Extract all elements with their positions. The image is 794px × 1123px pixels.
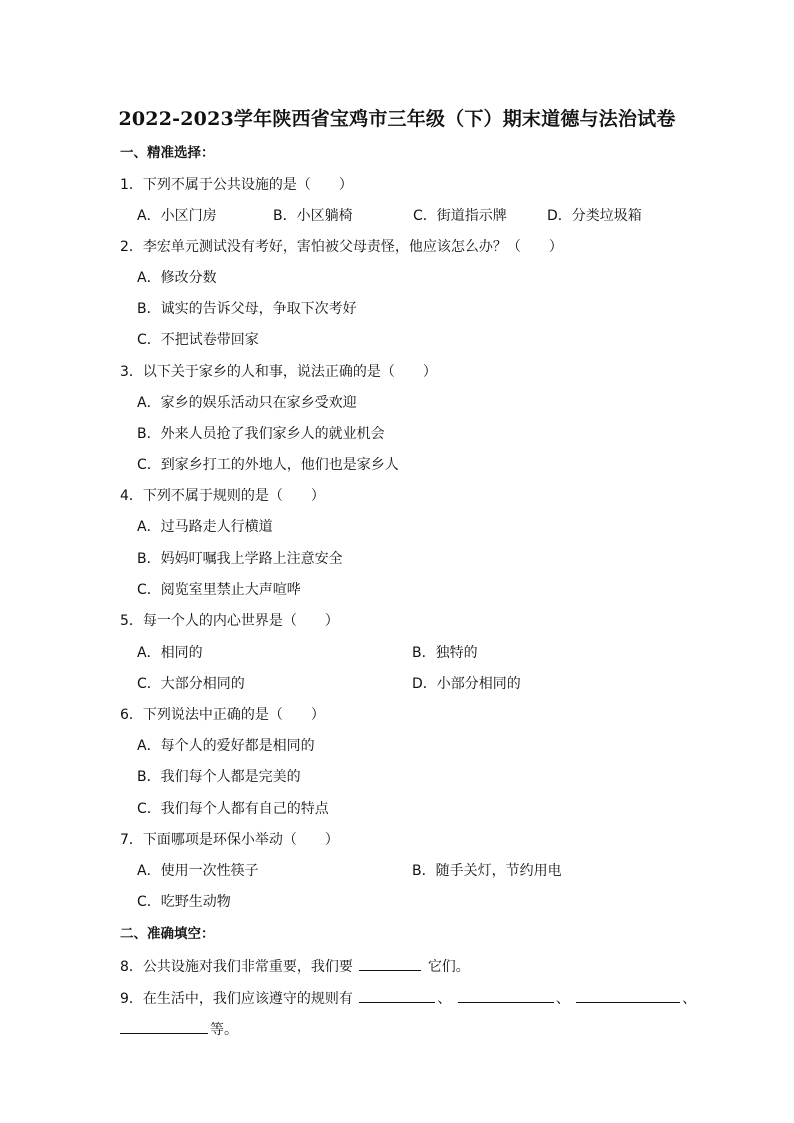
section-heading-fill: 二、准确填空： bbox=[120, 926, 215, 942]
question-1-stem: 1．下列不属于公共设施的是（ ） bbox=[120, 177, 353, 193]
question-9-line-1 bbox=[120, 987, 696, 1009]
question-3-option-c: C．到家乡打工的外地人，他们也是家乡人 bbox=[137, 457, 399, 473]
question-1-option-c: C．街道指示牌 bbox=[413, 208, 507, 224]
question-3-stem: 3．以下关于家乡的人和事，说法正确的是（ ） bbox=[120, 364, 437, 380]
question-6-stem: 6．下列说法中正确的是（ ） bbox=[120, 707, 325, 723]
question-7-option-b: B．随手关灯，节约用电 bbox=[412, 863, 562, 879]
question-2-stem: 2．李宏单元测试没有考好，害怕被父母责怪，他应该怎么办？（ ） bbox=[120, 239, 563, 255]
question-3-option-a: A．家乡的娱乐活动只在家乡受欢迎 bbox=[137, 395, 357, 411]
question-4-stem: 4．下列不属于规则的是（ ） bbox=[120, 488, 325, 504]
question-1-option-d: D．分类垃圾箱 bbox=[547, 208, 642, 224]
question-5-option-a: A．相同的 bbox=[137, 645, 203, 661]
question-9-blank-3[interactable] bbox=[576, 987, 680, 1003]
question-3-option-b: B．外来人员抢了我们家乡人的就业机会 bbox=[137, 426, 385, 442]
question-6-option-c: C．我们每个人都有自己的特点 bbox=[137, 801, 329, 817]
question-8-text-before: 8．公共设施对我们非常重要，我们要 bbox=[120, 959, 353, 975]
question-6-option-a: A．每个人的爱好都是相同的 bbox=[137, 738, 315, 754]
question-2-option-c: C．不把试卷带回家 bbox=[137, 332, 259, 348]
question-9-line-2 bbox=[120, 1018, 238, 1040]
question-8 bbox=[120, 955, 470, 977]
question-5-stem: 5．每一个人的内心世界是（ ） bbox=[120, 613, 339, 629]
question-2-option-b: B．诚实的告诉父母，争取下次考好 bbox=[137, 301, 357, 317]
question-5-option-b: B．独特的 bbox=[412, 645, 478, 661]
question-9-text-before: 9．在生活中，我们应该遵守的规则有 bbox=[120, 991, 353, 1007]
question-7-stem: 7．下面哪项是环保小举动（ ） bbox=[120, 832, 339, 848]
question-8-blank[interactable] bbox=[359, 955, 421, 971]
question-5-option-d: D．小部分相同的 bbox=[412, 676, 521, 692]
question-9-text-end: 等。 bbox=[210, 1022, 238, 1038]
question-7-option-c: C．吃野生动物 bbox=[137, 894, 231, 910]
question-4-option-b: B．妈妈叮嘱我上学路上注意安全 bbox=[137, 551, 343, 567]
question-4-option-c: C．阅览室里禁止大声喧哗 bbox=[137, 582, 301, 598]
exam-title: 2022-2023学年陕西省宝鸡市三年级（下）期末道德与法治试卷 bbox=[118, 108, 676, 130]
question-9-separator-3: 、 bbox=[682, 991, 697, 1007]
question-6-option-b: B．我们每个人都是完美的 bbox=[137, 769, 301, 785]
question-8-text-after: 它们。 bbox=[427, 959, 470, 975]
question-9-blank-1[interactable] bbox=[359, 987, 435, 1003]
question-9-blank-4[interactable] bbox=[120, 1018, 208, 1034]
question-1-option-b: B．小区躺椅 bbox=[273, 208, 353, 224]
question-1-option-a: A．小区门房 bbox=[137, 208, 217, 224]
question-9-separator-1: 、 bbox=[437, 991, 452, 1007]
question-9-separator-2: 、 bbox=[555, 991, 570, 1007]
question-2-option-a: A．修改分数 bbox=[137, 270, 217, 286]
question-5-option-c: C．大部分相同的 bbox=[137, 676, 245, 692]
question-9-blank-2[interactable] bbox=[458, 987, 554, 1003]
section-heading-choice: 一、精准选择： bbox=[120, 145, 215, 161]
question-4-option-a: A．过马路走人行横道 bbox=[137, 519, 273, 535]
question-7-option-a: A．使用一次性筷子 bbox=[137, 863, 259, 879]
